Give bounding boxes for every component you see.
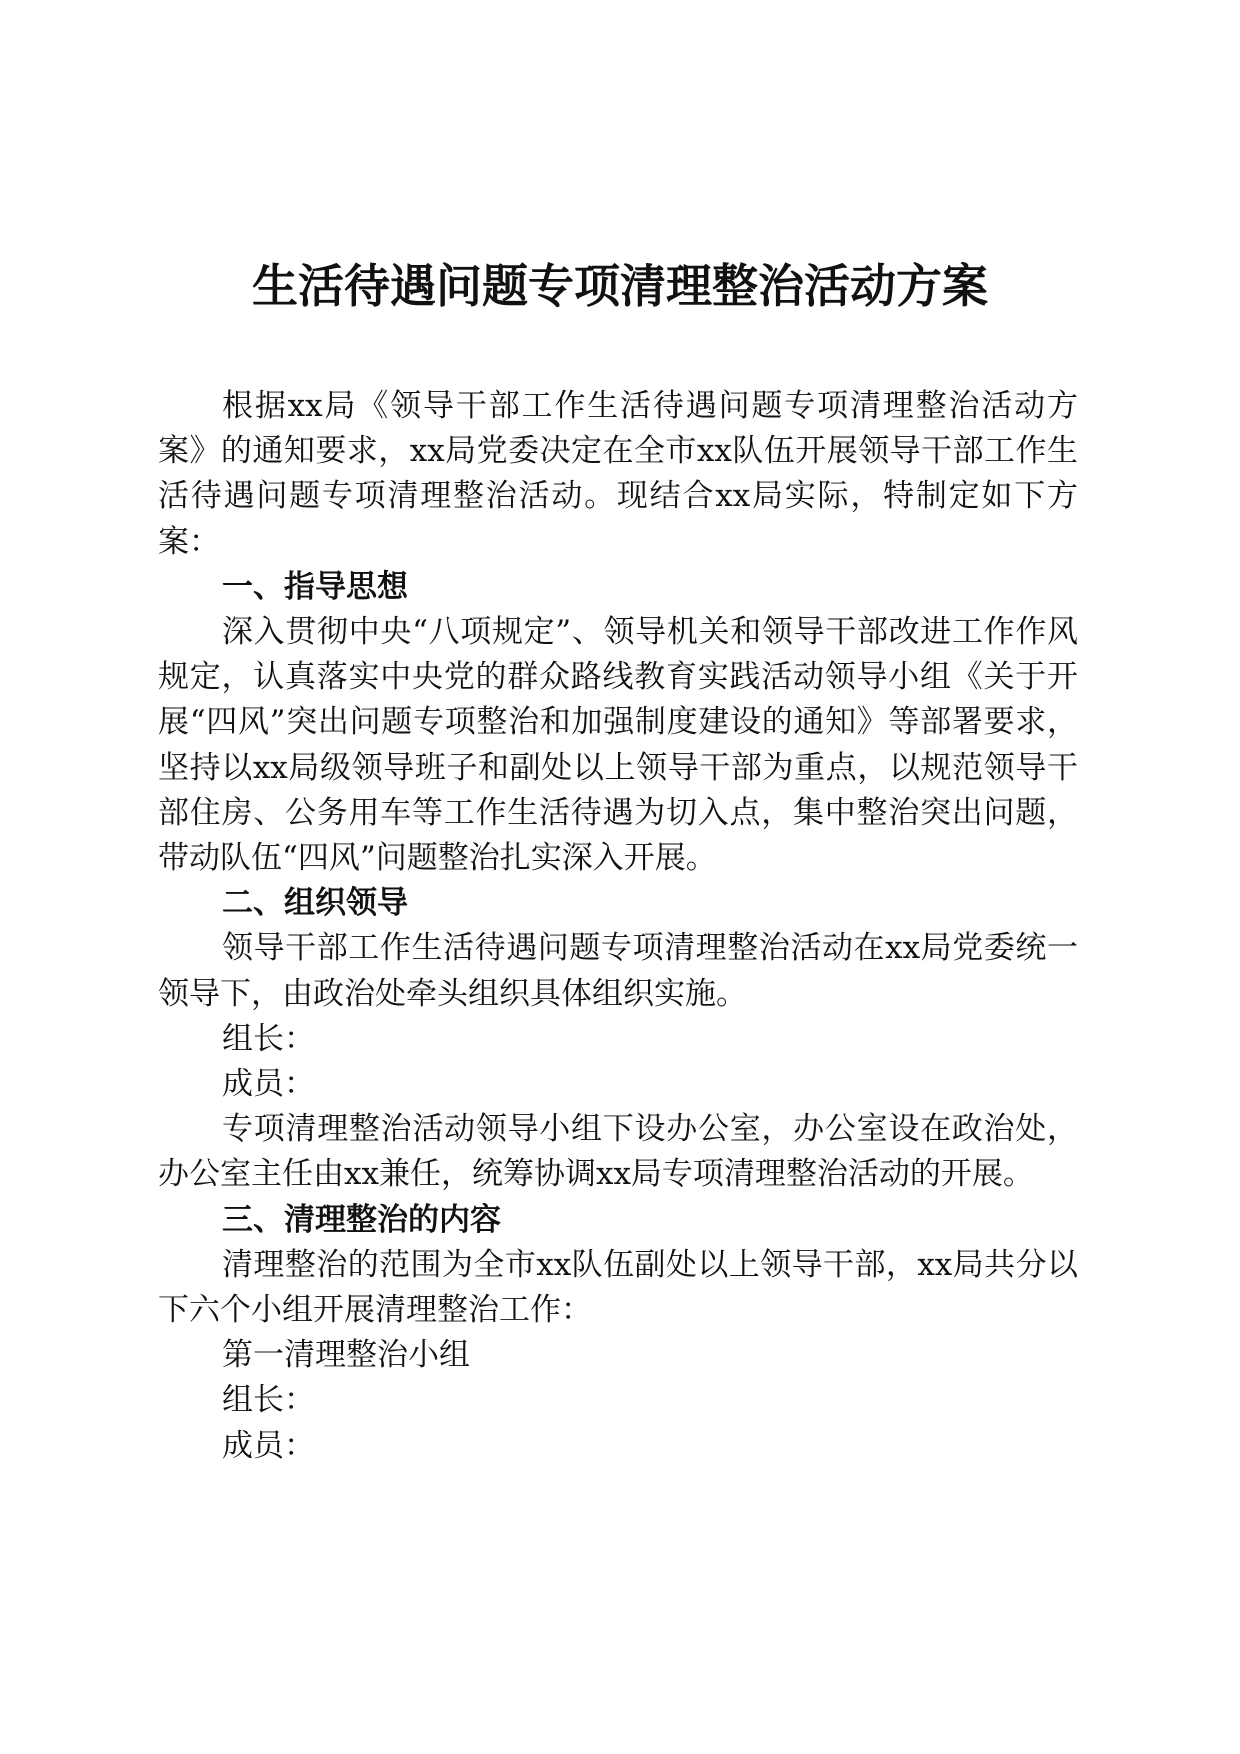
section-heading-guiding-thought: 一、指导思想 [222,568,408,605]
guiding-thought-paragraph: 深入贯彻中央“八项规定”、领导机关和领导干部改进工作作风规定，认真落实中央党的群众路线教育实践活动领导小组《关于开展“四风”突出问题专项整治和加强制度建设的通知》等部署要求，坚持以xx局级领导班子和副处以上领导干部为重点，以规范领导干部住房、公务用车等工作生活待遇为切入点，集中整治突出问题，带动队伍“四风”问题整治扎实深入开展。 [158,614,1078,877]
section-heading-organization: 二、组织领导 [222,885,408,922]
leader-line: 组长： [222,1020,315,1057]
group-one-leader-line: 组长： [222,1382,315,1419]
organization-paragraph: 领导干部工作生活待遇问题专项清理整治活动在xx局党委统一领导下，由政治处牵头组织具体组织实施。 [158,930,1078,1012]
scope-paragraph: 清理整治的范围为全市xx队伍副处以上领导干部，xx局共分以下六个小组开展清理整治工作： [158,1246,1078,1329]
office-paragraph: 专项清理整治活动领导小组下设办公室，办公室设在政治处，办公室主任由xx兼任，统筹协调xx局专项清理整治活动的开展。 [158,1111,1078,1193]
section-heading-content: 三、清理整治的内容 [222,1201,501,1238]
intro-paragraph: 根据xx局《领导干部工作生活待遇问题专项清理整治活动方案》的通知要求，xx局党委决定在全市xx队伍开展领导干部工作生活待遇问题专项清理整治活动。现结合xx局实际，特制定如下方案： [158,388,1078,560]
member-line: 成员： [222,1066,315,1103]
group-one-member-line: 成员： [222,1427,315,1464]
document-title: 生活待遇问题专项清理整治活动方案 [252,259,988,313]
document-body [158,384,1078,1469]
group-one-title: 第一清理整治小组 [222,1337,470,1374]
